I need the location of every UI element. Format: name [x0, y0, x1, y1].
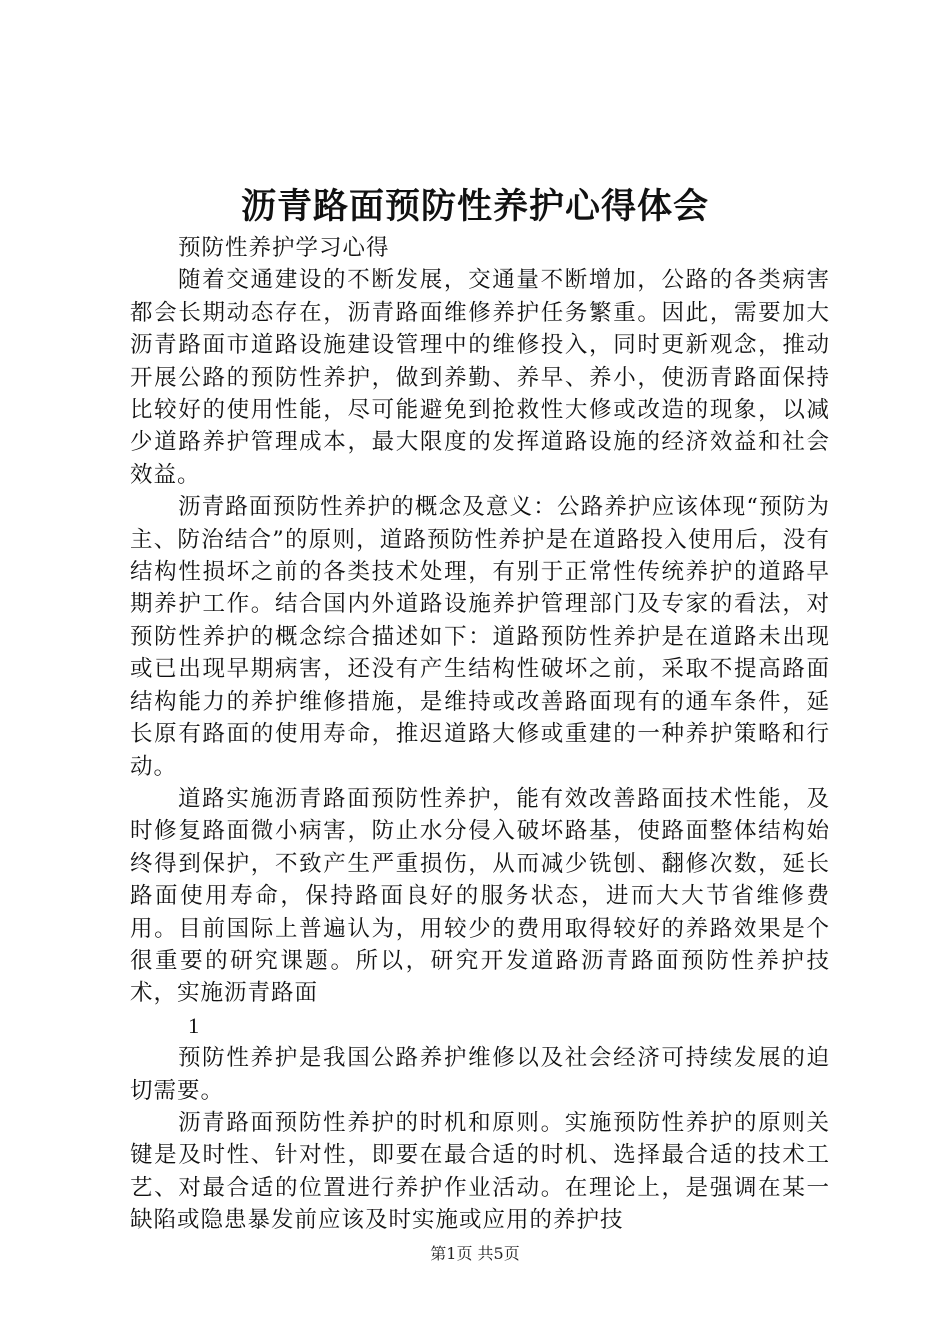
document-body — [130, 232, 830, 1237]
inline-page-number: 1 — [188, 1012, 201, 1038]
document-title: 沥青路面预防性养护心得体会 — [240, 186, 709, 227]
paragraph-subtitle: 预防性养护学习心得 — [178, 235, 390, 261]
paragraph: 预防性养护是我国公路养护维修以及社会经济可持续发展的迫切需要。 — [130, 1045, 830, 1104]
paragraph: 随着交通建设的不断发展，交通量不断增加，公路的各类病害都会长期动态存在，沥青路面维修养护任务繁重。因此，需要加大沥青路面市道路设施建设管理中的维修投入，同时更新观念，推动开展公路的预防性养护，做到养勤、养早、养小，使沥青路面保持比较好的使用性能，尽可能避免到抢救性大修或改造的现象，以减少道路养护管理成本，最大限度的发挥道路设施的经济效益和社会效益。 — [130, 267, 830, 488]
paragraph: 沥青路面预防性养护的时机和原则。实施预防性养护的原则关键是及时性、针对性，即要在最合适的时机、选择最合适的技术工艺、对最合适的位置进行养护作业活动。在理论上，是强调在某一缺陷或隐患暴发前应该及时实施或应用的养护技 — [130, 1109, 830, 1234]
paragraph: 沥青路面预防性养护的概念及意义：公路养护应该体现“预防为主、防治结合”的原则，道路预防性养护是在道路投入使用后，没有结构性损坏之前的各类技术处理，有别于正常性传统养护的道路早期养护工作。结合国内外道路设施养护管理部门及专家的看法，对预防性养护的概念综合描述如下：道路预防性养护是在道路未出现或已出现早期病害，还没有产生结构性破坏之前，采取不提高路面结构能力的养护维修措施，是维持或改善路面现有的通车条件，延长原有路面的使用寿命，推迟道路大修或重建的一种养护策略和行动。 — [130, 494, 830, 780]
paragraph: 道路实施沥青路面预防性养护，能有效改善路面技术性能，及时修复路面微小病害，防止水分侵入破坏路基，使路面整体结构始终得到保护，不致产生严重损伤，从而减少铣刨、翻修次数，延长路面使用寿命，保持路面良好的服务状态，进而大大节省维修费用。目前国际上普遍认为，用较少的费用取得较好的养路效果是个很重要的研究课题。所以，研究开发道路沥青路面预防性养护技术，实施沥青路面 — [130, 785, 830, 1007]
page-footer: 第1页 共5页 — [430, 1244, 520, 1263]
